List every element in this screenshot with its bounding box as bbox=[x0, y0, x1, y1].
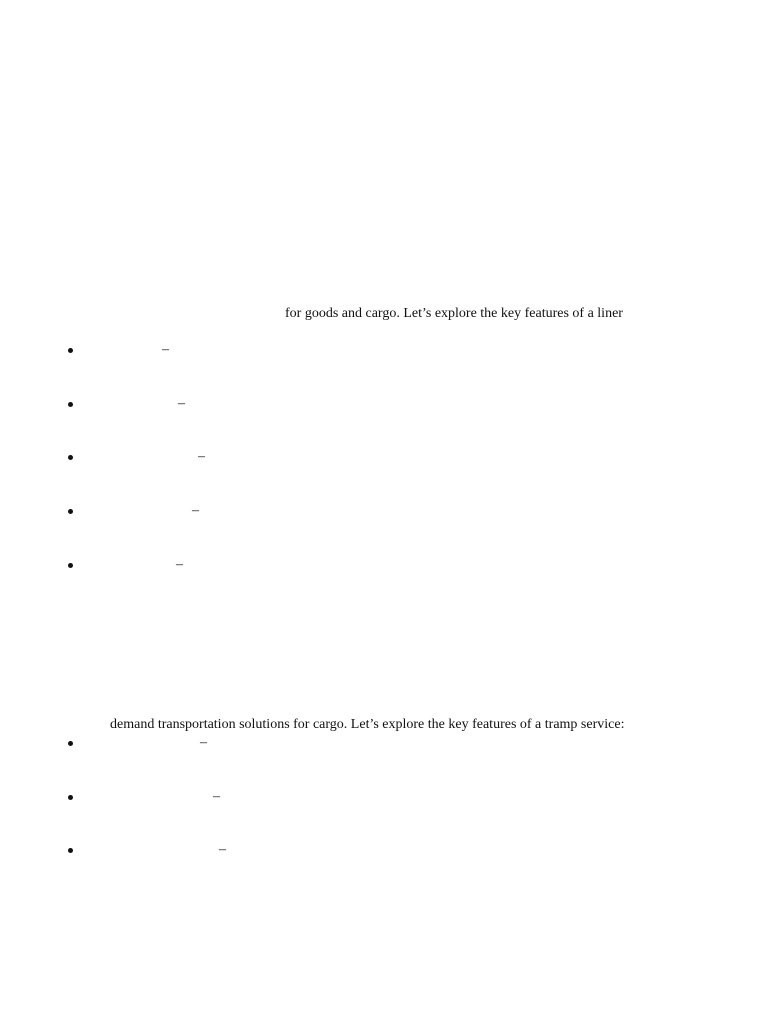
bullet-icon bbox=[68, 795, 73, 800]
item-separator: – bbox=[213, 789, 220, 804]
bullet-icon bbox=[68, 455, 73, 460]
item-separator: – bbox=[192, 503, 199, 518]
item-separator: – bbox=[198, 449, 205, 464]
item-separator: – bbox=[200, 735, 207, 750]
item-separator: – bbox=[178, 396, 185, 411]
bullet-icon bbox=[68, 563, 73, 568]
tramp-intro-text: demand transportation solutions for cargo. Let’s explore the key features of a tramp service: bbox=[110, 717, 625, 732]
liner-intro-text: for goods and cargo. Let’s explore the key features of a liner bbox=[285, 306, 623, 321]
bullet-icon bbox=[68, 848, 73, 853]
item-separator: – bbox=[176, 557, 183, 572]
bullet-icon bbox=[68, 741, 73, 746]
bullet-icon bbox=[68, 402, 73, 407]
bullet-icon bbox=[68, 509, 73, 514]
item-separator: – bbox=[162, 342, 169, 357]
bullet-icon bbox=[68, 348, 73, 353]
item-separator: – bbox=[219, 842, 226, 857]
